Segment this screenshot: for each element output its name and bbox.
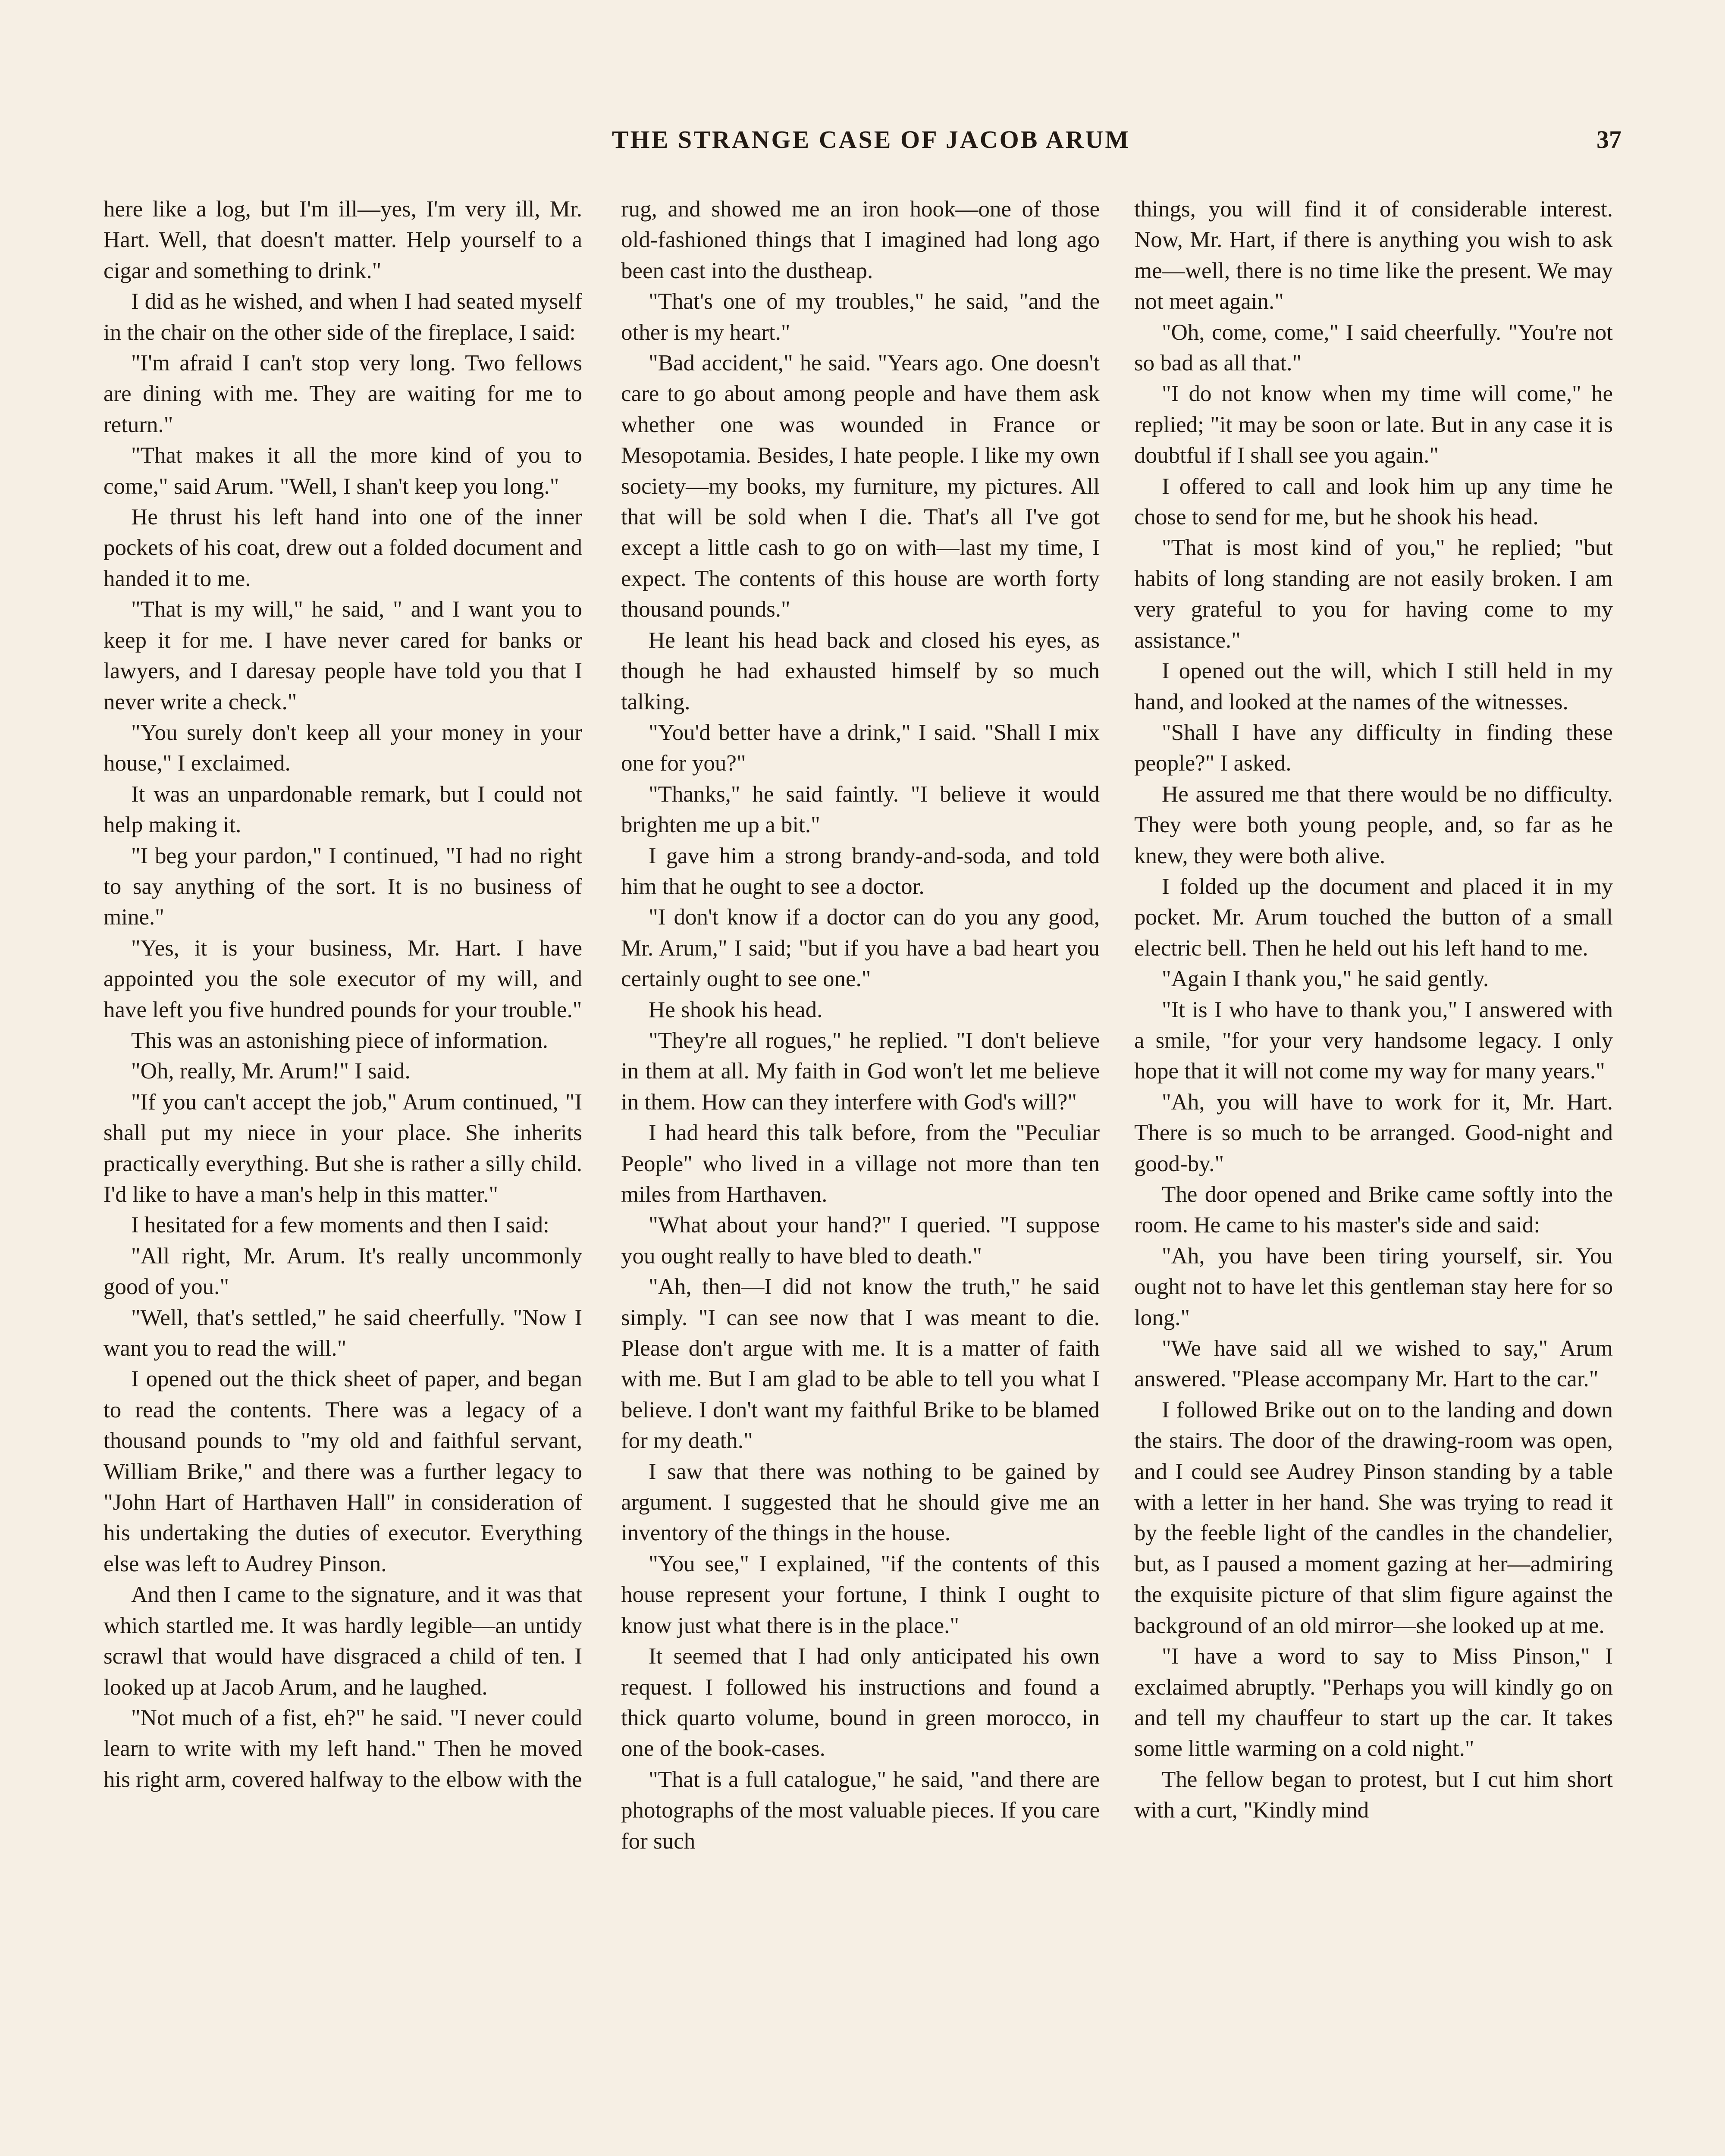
paragraph: I hesitated for a few moments and then I said:: [131, 1213, 549, 1238]
paragraph: I opened out the will, which I still held in my hand, and looked at the names of the witnesses.: [1134, 658, 1613, 714]
paragraph: "That is a full catalogue," he said, "and there are photographs of the most valuable pieces. If you care for such: [621, 1767, 1100, 1854]
paragraph: "Well, that's settled," he said cheerfully. "Now I want you to read the will.": [104, 1305, 582, 1361]
paragraph: "You surely don't keep all your money in your house," I exclaimed.: [104, 720, 582, 776]
paragraph: rug, and showed me an iron hook—one of those old-fashioned things that I imagined had long ago been cast into the dustheap.: [621, 197, 1100, 283]
paragraph: "It is I who have to thank you," I answered with a smile, "for your very handsome legacy. I only hope that it will not come my way for many years.": [1134, 997, 1613, 1084]
paragraph: I had heard this talk before, from the "Peculiar People" who lived in a village not more than ten miles from Harthaven.: [621, 1120, 1100, 1207]
paragraph: "That's one of my troubles," he said, "and the other is my heart.": [621, 289, 1100, 345]
paragraph: things, you will find it of considerable interest. Now, Mr. Hart, if there is anything you wish to ask me—well, there is no time like the present. We may not meet again.": [1134, 197, 1613, 314]
text-column-1: [104, 194, 582, 2156]
paragraph: "That makes it all the more kind of you to come," said Arum. "Well, I shan't keep you long.": [104, 443, 582, 499]
paragraph: "I do not know when my time will come," he replied; "it may be soon or late. But in any case it is doubtful if I shall see you again.": [1134, 381, 1613, 468]
paragraph: "Ah, you will have to work for it, Mr. Hart. There is so much to be arranged. Good-night and good-by.": [1134, 1089, 1613, 1176]
paragraph: "If you can't accept the job," Arum continued, "I shall put my niece in your place. She inherits practically everything. But she is rather a silly child. I'd like to have a man's help in this matter.": [104, 1089, 582, 1207]
paragraph: "We have said all we wished to say," Arum answered. "Please accompany Mr. Hart to the car.": [1134, 1336, 1613, 1392]
paragraph: "You see," I explained, "if the contents of this house represent your fortune, I think I ought to know just what there is in the place.": [621, 1551, 1100, 1638]
paragraph: I gave him a strong brandy-and-soda, and told him that he ought to see a doctor.: [621, 843, 1100, 899]
paragraph: He thrust his left hand into one of the inner pockets of his coat, drew out a folded document and handed it to me.: [104, 505, 582, 591]
paragraph: He shook his head.: [649, 997, 823, 1022]
paragraph: I folded up the document and placed it in my pocket. Mr. Arum touched the button of a small electric bell. Then he held out his left hand to me.: [1134, 874, 1613, 961]
paragraph: I saw that there was nothing to be gained by argument. I suggested that he should give me an inventory of the things in the house.: [621, 1459, 1100, 1546]
paragraph: "All right, Mr. Arum. It's really uncommonly good of you.": [104, 1243, 582, 1300]
paragraph: "I beg your pardon," I continued, "I had no right to say anything of the sort. It is no business of mine.": [104, 843, 582, 930]
paragraph: "Again I thank you," he said gently.: [1162, 966, 1489, 992]
paragraph: "Not much of a fist, eh?" he said. "I never could learn to write with my left hand." Then he moved his right arm, covered halfway to the elbow with the: [104, 1705, 582, 1792]
paragraph: "Ah, you have been tiring yourself, sir. You ought not to have let this gentleman stay here for so long.": [1134, 1243, 1613, 1330]
paragraph: "I'm afraid I can't stop very long. Two fellows are dining with me. They are waiting for me to return.": [104, 351, 582, 437]
paragraph: "Ah, then—I did not know the truth," he said simply. "I can see now that I was meant to die. Please don't argue with me. It is a matter of faith with me. But I am glad to be able to tell you what I believe. I don't want my faithful Brike to be blamed for my death.": [621, 1274, 1100, 1454]
paragraph: This was an astonishing piece of information.: [131, 1028, 549, 1053]
text-column-3: [1134, 194, 1613, 2156]
paragraph: It was an unpardonable remark, but I could not help making it.: [104, 781, 582, 838]
paragraph: "Yes, it is your business, Mr. Hart. I have appointed you the sole executor of my will, and have left you five hundred pounds for your trouble.": [104, 935, 582, 1022]
running-title: THE STRANGE CASE OF JACOB ARUM: [612, 125, 1131, 154]
paragraph: The fellow began to protest, but I cut him short with a curt, "Kindly mind: [1134, 1767, 1613, 1823]
paragraph: It seemed that I had only anticipated his own request. I followed his instructions and found a thick quarto volume, bound in green morocco, in one of the book-cases.: [621, 1644, 1100, 1761]
paragraph: "I have a word to say to Miss Pinson," I exclaimed abruptly. "Perhaps you will kindly go on and tell my chauffeur to start up the car. It takes some little warming on a cold night.": [1134, 1644, 1613, 1761]
paragraph: "Oh, really, Mr. Arum!" I said.: [131, 1059, 411, 1084]
paragraph: "You'd better have a drink," I said. "Shall I mix one for you?": [621, 720, 1100, 776]
paragraph: I followed Brike out on to the landing and down the stairs. The door of the drawing-room was open, and I could see Audrey Pinson standing by a table with a letter in her hand. She was trying to read it by the feeble light of the candles in the chandelier, but, as I paused a moment gazing at her—admiring the exquisite picture of that slim figure against the background of an old mirror—she looked up at me.: [1134, 1397, 1613, 1638]
page-number: 37: [1596, 125, 1622, 154]
paragraph: I offered to call and look him up any time he chose to send for me, but he shook his head.: [1134, 473, 1613, 530]
paragraph: "What about your hand?" I queried. "I suppose you ought really to have bled to death.": [621, 1213, 1100, 1269]
paragraph: "That is most kind of you," he replied; "but habits of long standing are not easily broken. I am very grateful to you for having come to my assistance.": [1134, 535, 1613, 653]
paragraph: here like a log, but I'm ill—yes, I'm very ill, Mr. Hart. Well, that doesn't matter. Help yourself to a cigar and something to drink.": [104, 197, 582, 283]
text-column-2: [621, 194, 1100, 2156]
paragraph: "Bad accident," he said. "Years ago. One doesn't care to go about among people and have them ask whether one was wounded in France or Mesopotamia. Besides, I hate people. I like my own society—my books, my furniture, my pictures. All that will be sold when I die. That's all I've got except a little cash to go on with—last my time, I expect. The contents of this house are worth forty thousand pounds.": [621, 351, 1100, 622]
paragraph: He assured me that there would be no difficulty. They were both young people, and, so far as he knew, they were both alive.: [1134, 781, 1613, 868]
paragraph: "They're all rogues," he replied. "I don't believe in them at all. My faith in God won't let me believe in them. How can they interfere with God's will?": [621, 1028, 1100, 1115]
page-header: [0, 125, 1725, 172]
paragraph: "I don't know if a doctor can do you any good, Mr. Arum," I said; "but if you have a bad heart you certainly ought to see one.": [621, 905, 1100, 992]
paragraph: "That is my will," he said, " and I want you to keep it for me. I have never cared for banks or lawyers, and I daresay people have told you that I never write a check.": [104, 597, 582, 714]
paragraph: The door opened and Brike came softly into the room. He came to his master's side and said:: [1134, 1182, 1613, 1238]
paragraph: "Oh, come, come," I said cheerfully. "You're not so bad as all that.": [1134, 320, 1613, 376]
paragraph: And then I came to the signature, and it was that which startled me. It was hardly legible—an untidy scrawl that would have disgraced a child of ten. I looked up at Jacob Arum, and he laughed.: [104, 1582, 582, 1700]
paragraph: "Shall I have any difficulty in finding these people?" I asked.: [1134, 720, 1613, 776]
paragraph: I did as he wished, and when I had seated myself in the chair on the other side of the fireplace, I said:: [104, 289, 582, 345]
paragraph: I opened out the thick sheet of paper, and began to read the contents. There was a legacy of a thousand pounds to "my old and faithful servant, William Brike," and there was a further legacy to "John Hart of Harthaven Hall" in consideration of his undertaking the duties of executor. Everything else was left to Audrey Pinson.: [104, 1366, 582, 1576]
paragraph: "Thanks," he said faintly. "I believe it would brighten me up a bit.": [621, 781, 1100, 838]
paragraph: He leant his head back and closed his eyes, as though he had exhausted himself by so much talking.: [621, 627, 1100, 714]
